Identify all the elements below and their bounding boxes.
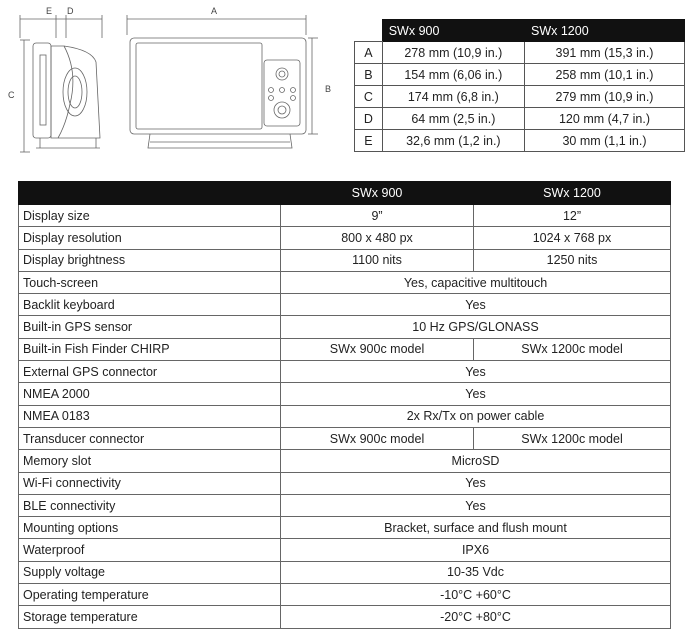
spec-row bbox=[19, 561, 671, 583]
dimension-letter: B bbox=[355, 64, 383, 86]
dimensions-header-row bbox=[355, 20, 685, 42]
spec-row bbox=[19, 249, 671, 271]
spec-label: Supply voltage bbox=[19, 561, 281, 583]
spec-value-both: Yes bbox=[281, 494, 671, 516]
spec-value-both: Yes, capacitive multitouch bbox=[281, 271, 671, 293]
spec-label: Backlit keyboard bbox=[19, 294, 281, 316]
spec-row bbox=[19, 271, 671, 293]
specifications-table bbox=[18, 181, 671, 629]
spec-row bbox=[19, 494, 671, 516]
dimension-value-swx1200: 120 mm (4,7 in.) bbox=[524, 108, 684, 130]
spec-value-swx900: SWx 900c model bbox=[281, 427, 474, 449]
dimension-label-b: B bbox=[325, 84, 332, 94]
spec-row bbox=[19, 405, 671, 427]
spec-value-swx1200: SWx 1200c model bbox=[474, 338, 671, 360]
dimension-value-swx1200: 279 mm (10,9 in.) bbox=[524, 86, 684, 108]
spec-value-both: Yes bbox=[281, 361, 671, 383]
spec-label: Built-in GPS sensor bbox=[19, 316, 281, 338]
spec-value-swx900: 1100 nits bbox=[281, 249, 474, 271]
specifications-header-label bbox=[19, 182, 281, 205]
dimension-row bbox=[355, 130, 685, 152]
dimension-value-swx900: 64 mm (2,5 in.) bbox=[382, 108, 524, 130]
spec-label: Display resolution bbox=[19, 227, 281, 249]
specifications-header-swx900: SWx 900 bbox=[281, 182, 474, 205]
dimension-value-swx1200: 391 mm (15,3 in.) bbox=[524, 42, 684, 64]
spec-row bbox=[19, 383, 671, 405]
spec-label: Touch-screen bbox=[19, 271, 281, 293]
spec-value-both: Yes bbox=[281, 294, 671, 316]
spec-label: Storage temperature bbox=[19, 606, 281, 628]
spec-label: Memory slot bbox=[19, 450, 281, 472]
spec-row bbox=[19, 472, 671, 494]
spec-label: Transducer connector bbox=[19, 427, 281, 449]
spec-label: BLE connectivity bbox=[19, 494, 281, 516]
spec-row bbox=[19, 294, 671, 316]
dimension-value-swx900: 32,6 mm (1,2 in.) bbox=[382, 130, 524, 152]
spec-row bbox=[19, 539, 671, 561]
dimension-letter: C bbox=[355, 86, 383, 108]
spec-value-swx1200: SWx 1200c model bbox=[474, 427, 671, 449]
spec-label: Operating temperature bbox=[19, 584, 281, 606]
spec-value-both: -20°C +80°C bbox=[281, 606, 671, 628]
spec-value-swx900: SWx 900c model bbox=[281, 338, 474, 360]
spec-value-both: -10°C +60°C bbox=[281, 584, 671, 606]
dimension-value-swx1200: 30 mm (1,1 in.) bbox=[524, 130, 684, 152]
specifications-header-swx1200: SWx 1200 bbox=[474, 182, 671, 205]
spec-value-swx1200: 12” bbox=[474, 205, 671, 227]
spec-value-both: 10-35 Vdc bbox=[281, 561, 671, 583]
dimensions-header-corner bbox=[355, 20, 383, 42]
spec-label: Built-in Fish Finder CHIRP bbox=[19, 338, 281, 360]
spec-row bbox=[19, 205, 671, 227]
spec-row bbox=[19, 316, 671, 338]
spec-label: NMEA 0183 bbox=[19, 405, 281, 427]
specifications-header-row bbox=[19, 182, 671, 205]
dimension-value-swx1200: 258 mm (10,1 in.) bbox=[524, 64, 684, 86]
specifications-body bbox=[19, 205, 671, 629]
spec-value-both: MicroSD bbox=[281, 450, 671, 472]
spec-value-both: IPX6 bbox=[281, 539, 671, 561]
dimension-value-swx900: 154 mm (6,06 in.) bbox=[382, 64, 524, 86]
spec-value-swx900: 800 x 480 px bbox=[281, 227, 474, 249]
dimension-letter: D bbox=[355, 108, 383, 130]
spec-label: Display size bbox=[19, 205, 281, 227]
dimension-letter: E bbox=[355, 130, 383, 152]
dimension-value-swx900: 174 mm (6,8 in.) bbox=[382, 86, 524, 108]
dimension-label-d: D bbox=[67, 6, 74, 16]
dimension-value-swx900: 278 mm (10,9 in.) bbox=[382, 42, 524, 64]
dimension-label-c: C bbox=[8, 90, 15, 100]
spec-label: Mounting options bbox=[19, 517, 281, 539]
spec-row bbox=[19, 227, 671, 249]
spec-value-both: Yes bbox=[281, 383, 671, 405]
spec-row bbox=[19, 361, 671, 383]
spec-value-both: 10 Hz GPS/GLONASS bbox=[281, 316, 671, 338]
spec-label: External GPS connector bbox=[19, 361, 281, 383]
dimension-row bbox=[355, 108, 685, 130]
spec-row bbox=[19, 584, 671, 606]
dimensions-table bbox=[354, 19, 685, 152]
spec-value-swx900: 9” bbox=[281, 205, 474, 227]
spec-label: Wi-Fi connectivity bbox=[19, 472, 281, 494]
dimensions-header-swx1200: SWx 1200 bbox=[524, 20, 684, 42]
spec-value-both: Bracket, surface and flush mount bbox=[281, 517, 671, 539]
dimensions-header-swx900: SWx 900 bbox=[382, 20, 524, 42]
dimension-label-e: E bbox=[46, 6, 53, 16]
dimension-letter: A bbox=[355, 42, 383, 64]
spec-label: Display brightness bbox=[19, 249, 281, 271]
spec-row bbox=[19, 517, 671, 539]
spec-value-both: 2x Rx/Tx on power cable bbox=[281, 405, 671, 427]
spec-row bbox=[19, 427, 671, 449]
spec-value-both: Yes bbox=[281, 472, 671, 494]
spec-row bbox=[19, 338, 671, 360]
dimension-row bbox=[355, 86, 685, 108]
dimension-label-a: A bbox=[211, 6, 218, 16]
dimension-row bbox=[355, 42, 685, 64]
spec-value-swx1200: 1024 x 768 px bbox=[474, 227, 671, 249]
spec-row bbox=[19, 450, 671, 472]
spec-row bbox=[19, 606, 671, 628]
dimension-row bbox=[355, 64, 685, 86]
dimension-drawing bbox=[0, 0, 345, 165]
spec-label: Waterproof bbox=[19, 539, 281, 561]
spec-label: NMEA 2000 bbox=[19, 383, 281, 405]
spec-value-swx1200: 1250 nits bbox=[474, 249, 671, 271]
